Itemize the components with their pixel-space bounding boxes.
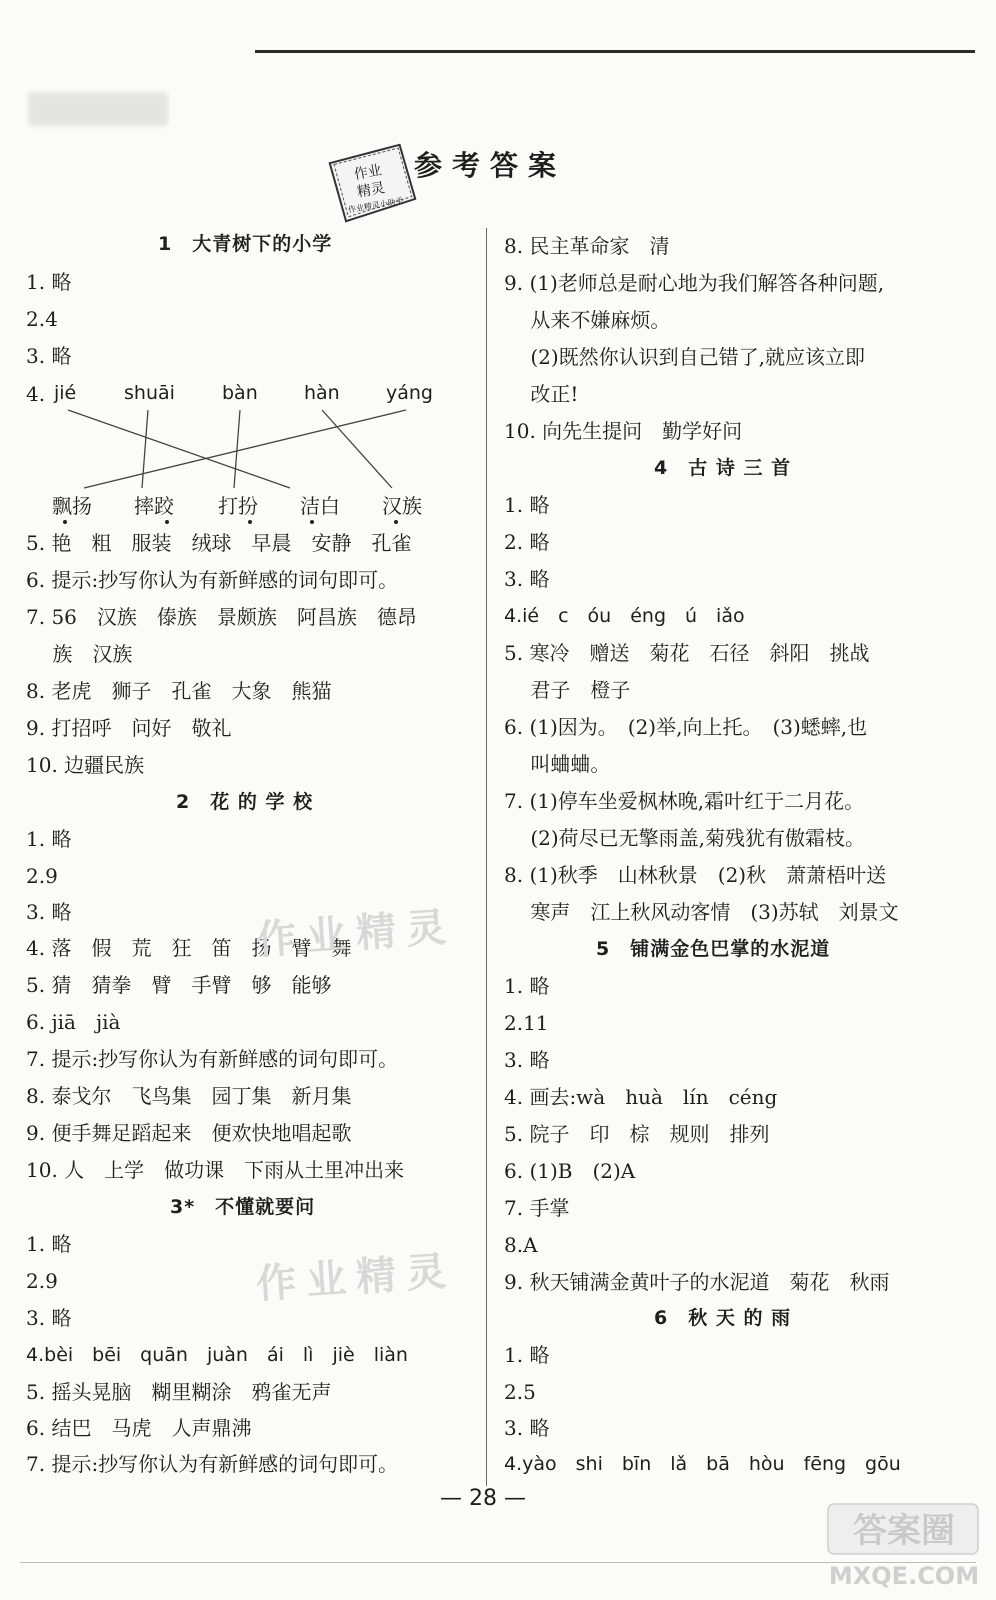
- column-divider: [486, 228, 487, 1486]
- pinyin-5: yáng: [386, 382, 433, 404]
- section-heading-3: 3* 不懂就要问: [170, 1196, 316, 1218]
- answer-line: 8. 泰戈尔 飞鸟集 园丁集 新月集: [26, 1084, 352, 1108]
- answer-line: 7. 56 汉族 傣族 景颇族 阿昌族 德昂: [26, 605, 417, 629]
- emphasis-dot: [394, 520, 398, 524]
- pinyin-4: hàn: [304, 382, 340, 404]
- answer-line: 改正!: [504, 382, 579, 406]
- answer-line: 5. 院子 印 棕 规则 排列: [504, 1122, 770, 1146]
- answer-line: 族 汉族: [26, 642, 133, 666]
- answer-line: 从来不嫌麻烦。: [504, 308, 671, 332]
- answer-line: 10. 向先生提问 勤学好问: [504, 419, 743, 443]
- answer-line: 1. 略: [504, 974, 550, 998]
- answer-line: 3. 略: [504, 1416, 550, 1440]
- answer-line: 8. (1)秋季 山林秋景 (2)秋 萧萧梧叶送: [504, 863, 887, 887]
- answer-line: 1. 略: [26, 270, 72, 294]
- answer-line: 3. 略: [26, 1306, 72, 1330]
- answer-line: 7. (1)停车坐爱枫林晚,霜叶红于二月花。: [504, 789, 865, 813]
- answer-line: 2.4: [26, 307, 58, 331]
- word-5: 汉族: [382, 494, 422, 518]
- answer-line: 7. 提示:抄写你认为有新鲜感的词句即可。: [26, 1452, 399, 1476]
- pinyin-3: bàn: [222, 382, 258, 404]
- answer-line: 君子 橙子: [504, 678, 631, 702]
- answer-line: (2)既然你认识到自己错了,就应该立即: [504, 345, 866, 369]
- site-logo: [824, 1498, 984, 1594]
- answer-line: 5. 猜 猜拳 臂 手臂 够 能够: [26, 973, 332, 997]
- q4-label: 4.: [26, 382, 46, 406]
- answer-line: 3. 略: [504, 1048, 550, 1072]
- answer-line: 9. 打招呼 问好 敬礼: [26, 716, 232, 740]
- answer-line: 寒声 江上秋风动客情 (3)苏轼 刘景文: [504, 900, 899, 924]
- section-heading-4: 4 古 诗 三 首: [654, 457, 792, 479]
- word-4: 洁白: [300, 494, 340, 518]
- emphasis-dot: [63, 520, 67, 524]
- match-line: [234, 410, 240, 488]
- answer-line: 9. 秋天铺满金黄叶子的水泥道 菊花 秋雨: [504, 1270, 890, 1294]
- matching-lines: [0, 0, 486, 520]
- answer-line: 8. 老虎 狮子 孔雀 大象 熊猫: [26, 679, 332, 703]
- emphasis-dot: [248, 520, 252, 524]
- answer-line: 5. 艳 粗 服装 绒球 早晨 安静 孔雀: [26, 531, 412, 555]
- section-heading-6: 6 秋 天 的 雨: [654, 1307, 792, 1329]
- answer-line: 4.bèi bēi quān juàn ái lì jiè liàn: [26, 1344, 408, 1366]
- answer-line: 2.5: [504, 1380, 536, 1404]
- answer-line: 7. 提示:抄写你认为有新鲜感的词句即可。: [26, 1047, 399, 1071]
- answer-line: 1. 略: [26, 827, 72, 851]
- answer-line: 4.ié c óu éng ú iǎo: [504, 605, 745, 627]
- answer-line: 2.9: [26, 1269, 58, 1293]
- answer-line: 4. 画去:wà huà lín céng: [504, 1085, 778, 1109]
- logo-top-text: 答案圈: [853, 1511, 955, 1551]
- answer-line: 3. 略: [26, 344, 72, 368]
- answer-line: 9. (1)老师总是耐心地为我们解答各种问题,: [504, 271, 885, 295]
- answer-line: 10. 边疆民族: [26, 753, 145, 777]
- section-heading-5: 5 铺满金色巴掌的水泥道: [596, 938, 831, 960]
- pinyin-2: shuāi: [124, 382, 175, 404]
- stamp-line2: 精灵: [355, 180, 387, 201]
- answer-line: 1. 略: [26, 1232, 72, 1256]
- answer-line: 10. 人 上学 做功课 下雨从土里冲出来: [26, 1158, 405, 1182]
- emphasis-dot: [310, 520, 314, 524]
- answer-line: 4.yào shi bīn lǎ bā hòu fēng gōu: [504, 1453, 901, 1475]
- answer-line: 1. 略: [504, 1343, 550, 1367]
- answer-line: (2)荷尽已无擎雨盖,菊残犹有傲霜枝。: [504, 826, 866, 850]
- answer-line: 2.11: [504, 1011, 549, 1035]
- match-line: [142, 410, 148, 488]
- answer-line: 2. 略: [504, 530, 550, 554]
- word-3: 打扮: [218, 494, 258, 518]
- stamp-line3: 作业精灵小助手: [347, 196, 405, 215]
- page-title: 参考答案: [414, 149, 567, 182]
- answer-line: 5. 寒冷 赠送 菊花 石径 斜阳 挑战: [504, 641, 870, 665]
- page-number: — 28 —: [440, 1486, 526, 1511]
- answer-line: 1. 略: [504, 493, 550, 517]
- watermark: 作业精灵: [254, 904, 458, 964]
- answer-line: 5. 摇头晃脑 糊里糊涂 鸦雀无声: [26, 1380, 332, 1404]
- answer-line: 6. (1)因为。 (2)举,向上托。 (3)蟋蟀,也: [504, 715, 868, 739]
- answer-line: 6. jiā jià: [26, 1010, 121, 1034]
- logo-bottom-text: MXQE.COM: [828, 1562, 980, 1590]
- pinyin-1: jié: [54, 382, 77, 404]
- answer-line: 2.9: [26, 864, 58, 888]
- word-2: 摔跤: [134, 494, 174, 518]
- match-line: [68, 410, 290, 488]
- answer-line: 6. 结巴 马虎 人声鼎沸: [26, 1416, 252, 1440]
- answer-line: 7. 手掌: [504, 1196, 570, 1220]
- answer-line: 叫蛐蛐。: [504, 752, 611, 776]
- answer-line: 8. 民主革命家 清: [504, 234, 670, 258]
- word-1: 飘扬: [52, 494, 92, 518]
- watermark: 作业精灵: [254, 1248, 458, 1308]
- answer-line: 6. (1)B (2)A: [504, 1159, 636, 1183]
- emphasis-dot: [165, 520, 169, 524]
- answer-line: 3. 略: [504, 567, 550, 591]
- section-heading-1: 1 大青树下的小学: [158, 233, 333, 255]
- answer-line: 4. 落 假 荒 狂 笛 扬 臂 舞: [26, 936, 352, 960]
- answer-line: 6. 提示:抄写你认为有新鲜感的词句即可。: [26, 568, 399, 592]
- section-heading-2: 2 花 的 学 校: [176, 791, 314, 813]
- answer-line: 9. 便手舞足蹈起来 便欢快地唱起歌: [26, 1121, 352, 1145]
- answer-line: 3. 略: [26, 900, 72, 924]
- answer-line: 8.A: [504, 1233, 538, 1257]
- stamp-line1: 作业: [352, 162, 384, 184]
